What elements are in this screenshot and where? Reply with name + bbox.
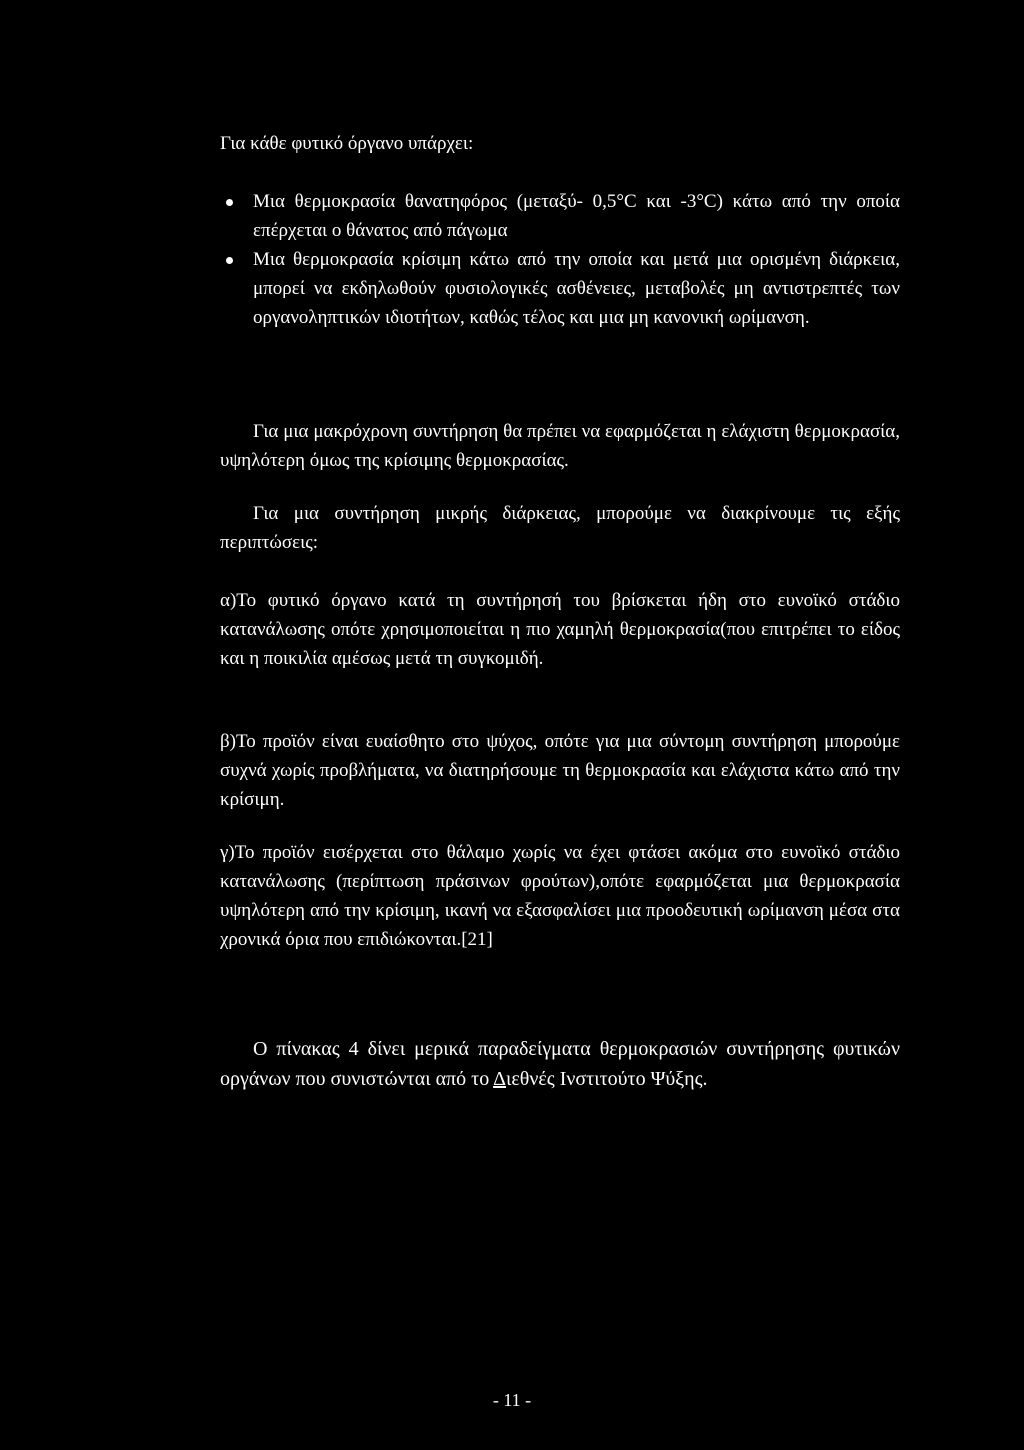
paragraph-table-reference (220, 1034, 900, 1094)
paragraph-short-storage: Για μια συντήρηση μικρής διάρκειας, μπορούμε να διακρίνουμε τις εξής περιπτώσεις: (220, 503, 900, 553)
underlined-letter: Δ (493, 1068, 506, 1090)
bullet-icon (226, 199, 233, 206)
table-reference-text: Ο πίνακας 4 δίνει μερικά παραδείγματα θερμοκρασιών συντήρησης φυτικών οργάνων που συνιστώνται από το (220, 1038, 900, 1090)
page-number: - 11 - (492, 1390, 532, 1410)
bullet-text: Μια θερμοκρασία κρίσιμη κάτω από την οποία και μετά μια ορισμένη διάρκεια, μπορεί να εκδηλωθούν φυσιολογικές ασθένειες, μεταβολές μη αντιστρεπτές των οργανοληπτικών ιδιοτήτων, καθώς τέλος και μια μη κανονική ωρίμανση. (253, 249, 900, 328)
bullet-item (220, 187, 900, 245)
paragraph-case-c: γ)Το προϊόν εισέρχεται στο θάλαμο χωρίς να έχει φτάσει ακόμα στο ευνοϊκό στάδιο κατανάλωσης (περίπτωση πράσινων φρούτων),οπότε εφαρμόζεται μια θερμοκρασία υψηλότερη από την κρίσιμη, ικανή να εξασφαλίσει μια προοδευτική ωρίμανση μέσα στα χρονικά όρια που επιδιώκονται.[21] (220, 842, 900, 950)
paragraph-case-b: β)Το προϊόν είναι ευαίσθητο στο ψύχος, οπότε για μια σύντομη συντήρηση μπορούμε συχνά χωρίς προβλήματα, να διατηρήσουμε τη θερμοκρασία και ελάχιστα κάτω από την κρίσιμη. (220, 731, 900, 810)
paragraph-long-storage: Για μια μακρόχρονη συντήρηση θα πρέπει να εφαρμόζεται η ελάχιστη θερμοκρασία, υψηλότερη όμως της κρίσιμης θερμοκρασίας. (220, 421, 900, 471)
table-reference-text-end: ιεθνές Ινστιτούτο Ψύξης. (505, 1068, 708, 1090)
bullet-text: Μια θερμοκρασία θανατηφόρος (μεταξύ- 0,5°C και -3°C) κάτω από την οποία επέρχεται ο θάνατος από πάγωμα (253, 191, 900, 241)
intro-text: Για κάθε φυτικό όργανο υπάρχει: (220, 133, 474, 154)
bullet-item (220, 245, 900, 332)
bullet-list (220, 187, 900, 332)
paragraph-case-a: α)Το φυτικό όργανο κατά τη συντήρησή του βρίσκεται ήδη στο ευνοϊκό στάδιο κατανάλωσης οπότε χρησιμοποιείται η πιο χαμηλή θερμοκρασία(που επιτρέπει το είδος και η ποικιλία αμέσως μετά τη συγκομιδή. (220, 590, 900, 669)
bullet-icon (226, 257, 233, 264)
